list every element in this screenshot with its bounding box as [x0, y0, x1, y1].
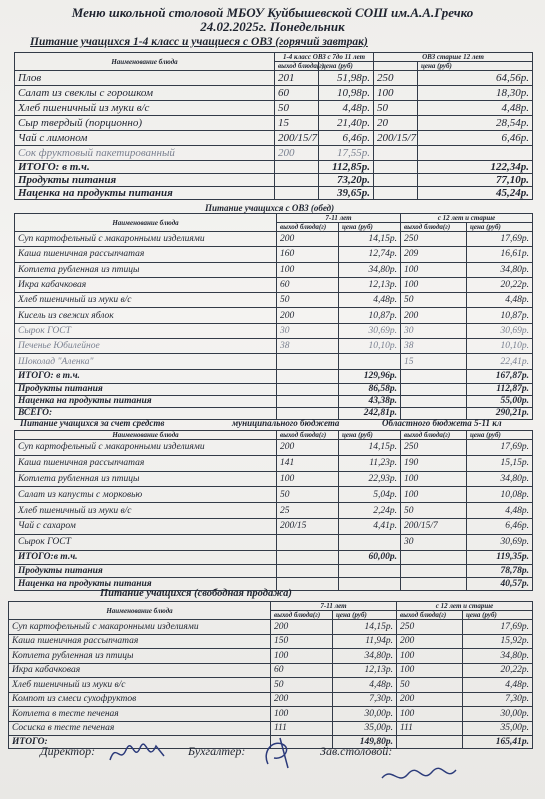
qty-a: 201 [275, 71, 319, 86]
qty-b: 209 [401, 247, 467, 262]
price-b: 17,69р. [463, 620, 533, 635]
qty-a: 160 [277, 247, 339, 262]
qty-b: 200 [401, 308, 467, 323]
accountant-signature [258, 734, 308, 770]
qty-a: 200 [277, 308, 339, 323]
qty-a: 60 [275, 86, 319, 101]
section4-table [8, 601, 533, 749]
subheader-qty-a: выход блюда(г) [277, 431, 339, 440]
total-label: ИТОГО:в т.ч. [15, 550, 277, 564]
price-b: 7,30р. [463, 692, 533, 707]
price-b: 17,69р. [467, 232, 533, 247]
qty-a: 100 [277, 471, 339, 487]
qty-a: 50 [277, 293, 339, 308]
director-signature [108, 738, 168, 768]
price-a: 35,00р. [333, 721, 397, 736]
table-row [15, 232, 533, 247]
price-b: 10,10р. [467, 339, 533, 354]
table-row [15, 440, 533, 456]
price-a: 4,48р. [333, 678, 397, 693]
price-a: 5,04р. [339, 487, 401, 503]
dish-name: Плов [15, 71, 275, 86]
table-row [15, 354, 533, 369]
price-b: 20,22р. [467, 277, 533, 292]
column-header-dish: Наименование блюда [15, 214, 277, 232]
price-b: 4,48р. [463, 678, 533, 693]
price-a: 14,15р. [333, 620, 397, 635]
table-row [15, 262, 533, 277]
price-a: 34,80р. [333, 649, 397, 664]
column-header-group-b: с 12 лет и старше [401, 214, 533, 223]
subheader-price-a: цена (руб) [339, 223, 401, 232]
subheader-price-a: цена (руб) [319, 62, 374, 71]
qty-b: 250 [374, 71, 418, 86]
price-b: 22,41р. [467, 354, 533, 369]
qty-b: 100 [401, 487, 467, 503]
products-b: 78,78р. [467, 564, 533, 577]
markup-label: Наценка на продукты питания [15, 395, 277, 407]
document-title: Меню школьной столовой МБОУ Куйбышевской СОШ им.А.А.Гречко [71, 5, 474, 20]
qty-a: 141 [277, 455, 339, 471]
grand-total-b: 290,21р. [467, 407, 533, 419]
table-row [15, 534, 533, 550]
price-a: 10,98р. [319, 86, 374, 101]
table-row [9, 707, 533, 722]
section3-heading-regional: Областного бюджета 5-11 кл [382, 418, 502, 428]
dish-name: Каша пшеничная рассыпчатая [15, 455, 277, 471]
price-a: 12,13р. [339, 277, 401, 292]
qty-a: 30 [277, 323, 339, 338]
column-header-group-a: 7-11 лет [271, 602, 397, 611]
column-header-dish: Наименование блюда [15, 53, 275, 71]
qty-a: 50 [275, 101, 319, 116]
qty-a: 200/15/7 [275, 131, 319, 146]
qty-b: 200 [397, 634, 463, 649]
qty-b: 100 [397, 707, 463, 722]
qty-b: 30 [401, 534, 467, 550]
column-header-dish: Наименование блюда [9, 602, 271, 620]
dish-name: Чай с сахаром [15, 518, 277, 534]
dish-name: Сок фруктовый пакетированный [15, 146, 275, 161]
section3-table [14, 430, 533, 591]
dish-name: Кисель из свежих яблок [15, 308, 277, 323]
qty-a: 200 [275, 146, 319, 161]
qty-a: 25 [277, 503, 339, 519]
price-b: 15,15р. [467, 455, 533, 471]
price-b: 34,80р. [463, 649, 533, 664]
price-b [418, 146, 533, 161]
qty-a: 50 [271, 678, 333, 693]
total-b: 165,41р. [463, 736, 533, 749]
qty-a: 60 [271, 663, 333, 678]
table-row [15, 71, 533, 86]
dish-name: Сырок ГОСТ [15, 534, 277, 550]
table-row [9, 663, 533, 678]
products-b: 77,10р. [418, 174, 533, 187]
dish-name: Хлеб пшеничный из муки в/с [9, 678, 271, 693]
price-b: 28,54р. [418, 116, 533, 131]
qty-a: 150 [271, 634, 333, 649]
dish-name: Шоколад "Аленка" [15, 354, 277, 369]
column-header-group-b: с 12 лет и старше [397, 602, 533, 611]
total-label: ИТОГО: в т.ч. [15, 369, 277, 383]
qty-b: 15 [401, 354, 467, 369]
price-b: 30,69р. [467, 534, 533, 550]
qty-b: 50 [374, 101, 418, 116]
section2-heading: Питание учащихся с ОВЗ (обед) [205, 203, 335, 213]
price-a: 12,13р. [333, 663, 397, 678]
table-header-row [15, 214, 533, 223]
qty-b: 50 [401, 503, 467, 519]
dish-name: Икра кабачковая [15, 277, 277, 292]
dish-name: Печенье Юбилейное [15, 339, 277, 354]
markup-b: 40,57р. [467, 577, 533, 590]
table-row [15, 277, 533, 292]
price-a: 4,41р. [339, 518, 401, 534]
products-b: 112,87р. [467, 383, 533, 395]
table-row [15, 101, 533, 116]
qty-a: 200 [271, 620, 333, 635]
products-a [339, 564, 401, 577]
price-b: 10,87р. [467, 308, 533, 323]
qty-a: 200/15 [277, 518, 339, 534]
dish-name: Хлеб пшеничный из муки в/с [15, 503, 277, 519]
qty-b: 200/15/7 [374, 131, 418, 146]
price-a: 21,40р. [319, 116, 374, 131]
qty-b: 30 [401, 323, 467, 338]
subheader-price-b: цена (руб) [463, 611, 533, 620]
price-b: 6,46р. [418, 131, 533, 146]
qty-b: 100 [397, 649, 463, 664]
qty-a [277, 534, 339, 550]
dish-name: Салат из свеклы с горошком [15, 86, 275, 101]
subheader-qty-b: выход блюда(г) [401, 431, 467, 440]
markup-a: 43,38р. [339, 395, 401, 407]
price-b: 18,30р. [418, 86, 533, 101]
qty-a: 100 [277, 262, 339, 277]
dish-name: Котлета рубленная из птицы [15, 471, 277, 487]
table-row [15, 146, 533, 161]
table-row [15, 293, 533, 308]
dish-name: Сырок ГОСТ [15, 323, 277, 338]
price-a: 11,23р. [339, 455, 401, 471]
dish-name: Хлеб пшеничный из муки в/с [15, 101, 275, 116]
column-header-dish: Наименование блюда [15, 431, 277, 440]
subheader-price-b: цена (руб) [467, 431, 533, 440]
grand-total-label: ВСЕГО: [15, 407, 277, 419]
table-row [15, 247, 533, 262]
qty-a: 15 [275, 116, 319, 131]
subheader-price-b: цена (руб) [418, 62, 533, 71]
products-row [15, 174, 533, 187]
table-row [15, 518, 533, 534]
qty-a [277, 354, 339, 369]
qty-a: 200 [277, 440, 339, 456]
total-a: 112,85р. [319, 161, 374, 174]
price-b: 15,92р. [463, 634, 533, 649]
price-b: 4,48р. [467, 503, 533, 519]
qty-a: 60 [277, 277, 339, 292]
dish-name: Суп картофельный с макаронными изделиями [15, 232, 277, 247]
price-b: 20,22р. [463, 663, 533, 678]
table-header-row [15, 53, 533, 62]
total-a: 129,96р. [339, 369, 401, 383]
price-a: 51,98р. [319, 71, 374, 86]
total-b: 119,35р. [467, 550, 533, 564]
markup-label: Наценка на продукты питания [15, 187, 275, 200]
qty-b: 190 [401, 455, 467, 471]
qty-b: 50 [401, 293, 467, 308]
qty-b [374, 146, 418, 161]
dish-name: Компот из смеси сухофруктов [9, 692, 271, 707]
price-b: 30,00р. [463, 707, 533, 722]
qty-b: 100 [401, 277, 467, 292]
dish-name: Каша пшеничная рассыпчатая [15, 247, 277, 262]
price-a: 17,55р. [319, 146, 374, 161]
total-a: 149,80р. [333, 736, 397, 749]
markup-a [339, 577, 401, 590]
price-a [339, 354, 401, 369]
qty-b: 200/15/7 [401, 518, 467, 534]
qty-b: 250 [397, 620, 463, 635]
subheader-qty-a: выход блюда(г) [277, 223, 339, 232]
price-a: 12,74р. [339, 247, 401, 262]
products-a: 86,58р. [339, 383, 401, 395]
table-row [15, 455, 533, 471]
price-a: 10,10р. [339, 339, 401, 354]
markup-row [15, 187, 533, 200]
qty-a: 38 [277, 339, 339, 354]
total-row [15, 550, 533, 564]
price-b: 30,69р. [467, 323, 533, 338]
subheader-price-a: цена (руб) [333, 611, 397, 620]
section2-table [14, 213, 533, 420]
qty-b: 111 [397, 721, 463, 736]
markup-b: 45,24р. [418, 187, 533, 200]
table-row [15, 86, 533, 101]
price-b: 4,48р. [467, 293, 533, 308]
total-label: ИТОГО: [9, 736, 271, 749]
table-row [15, 323, 533, 338]
price-a: 30,69р. [339, 323, 401, 338]
qty-b: 100 [374, 86, 418, 101]
qty-b: 50 [397, 678, 463, 693]
products-row [15, 564, 533, 577]
products-label: Продукты питания [15, 564, 277, 577]
table-row [9, 678, 533, 693]
table-subheader-row [15, 431, 533, 440]
dish-name: Каша пшеничная рассыпчатая [9, 634, 271, 649]
subheader-qty-b: выход блюда(г) [397, 611, 463, 620]
markup-b: 55,00р. [467, 395, 533, 407]
dish-name: Салат из капусты с морковью [15, 487, 277, 503]
table-header-row [9, 602, 533, 611]
price-a: 14,15р. [339, 440, 401, 456]
markup-row [15, 395, 533, 407]
price-a: 10,87р. [339, 308, 401, 323]
dish-name: Сыр твердый (порционно) [15, 116, 275, 131]
price-a: 7,30р. [333, 692, 397, 707]
dish-name: Суп картофельный с макаронными изделиями [9, 620, 271, 635]
qty-b: 100 [401, 262, 467, 277]
dish-name: Котлета в тесте печеная [9, 707, 271, 722]
canteen-manager-label: Зав.столовой: [320, 744, 393, 758]
price-a: 4,48р. [339, 293, 401, 308]
markup-label: Наценка на продукты питания [15, 577, 277, 590]
qty-b: 100 [401, 471, 467, 487]
qty-a: 100 [271, 707, 333, 722]
price-a: 34,80р. [339, 262, 401, 277]
products-a: 73,20р. [319, 174, 374, 187]
table-row [15, 131, 533, 146]
column-header-group-b: ОВЗ старше 12 лет [374, 53, 533, 62]
price-b: 16,61р. [467, 247, 533, 262]
qty-a: 100 [271, 649, 333, 664]
section1-heading: Питание учащихся 1-4 класс и учащиеся с ОВЗ (горячий завтрак) [30, 36, 368, 48]
dish-name: Суп картофельный с макаронными изделиями [15, 440, 277, 456]
qty-a: 111 [271, 721, 333, 736]
price-b: 4,48р. [418, 101, 533, 116]
price-a: 6,46р. [319, 131, 374, 146]
price-a: 22,93р. [339, 471, 401, 487]
table-row [15, 116, 533, 131]
price-b: 10,08р. [467, 487, 533, 503]
subheader-qty-b [374, 62, 418, 71]
price-b: 6,46р. [467, 518, 533, 534]
price-a: 2,24р. [339, 503, 401, 519]
table-row [15, 487, 533, 503]
price-a: 30,00р. [333, 707, 397, 722]
canteen-signature [380, 764, 460, 788]
table-row [15, 503, 533, 519]
section4-heading: Питание учащихся (свободная продажа) [100, 588, 292, 599]
total-b: 167,87р. [467, 369, 533, 383]
table-row [15, 339, 533, 354]
table-row [9, 692, 533, 707]
price-a: 4,48р. [319, 101, 374, 116]
qty-b: 20 [374, 116, 418, 131]
table-row [9, 620, 533, 635]
markup-a: 39,65р. [319, 187, 374, 200]
price-b: 34,80р. [467, 471, 533, 487]
table-row [15, 471, 533, 487]
total-b: 122,34р. [418, 161, 533, 174]
qty-b: 38 [401, 339, 467, 354]
price-a [339, 534, 401, 550]
products-row [15, 383, 533, 395]
price-b: 17,69р. [467, 440, 533, 456]
price-a: 14,15р. [339, 232, 401, 247]
subheader-price-a: цена (руб) [339, 431, 401, 440]
total-a: 60,00р. [339, 550, 401, 564]
qty-b: 250 [401, 440, 467, 456]
subheader-price-b: цена (руб) [467, 223, 533, 232]
dish-name: Чай с лимоном [15, 131, 275, 146]
section3-heading-municipal: муниципального бюджета [232, 418, 340, 428]
section3-heading: Питание учащихся за счет средств [20, 418, 165, 428]
qty-a: 50 [277, 487, 339, 503]
grand-total-a: 242,81р. [339, 407, 401, 419]
dish-name: Сосиска в тесте печеная [9, 721, 271, 736]
subheader-qty-b: выход блюда(г) [401, 223, 467, 232]
column-header-group-a: 7-11 лет [277, 214, 401, 223]
subheader-qty-a: выход блюда(г) [271, 611, 333, 620]
document-date: 24.02.2025г. Понедельник [200, 19, 345, 34]
qty-b: 200 [397, 692, 463, 707]
subheader-qty-a: выход блюда(г) [275, 62, 319, 71]
table-row [9, 634, 533, 649]
dish-name: Икра кабачковая [9, 663, 271, 678]
price-b: 64,56р. [418, 71, 533, 86]
accountant-label: Бухгалтер: [188, 744, 246, 758]
price-a: 11,94р. [333, 634, 397, 649]
dish-name: Хлеб пшеничный из муки в/с [15, 293, 277, 308]
qty-a: 200 [277, 232, 339, 247]
qty-b: 250 [401, 232, 467, 247]
products-label: Продукты питания [15, 383, 277, 395]
price-b: 34,80р. [467, 262, 533, 277]
total-label: ИТОГО: в т.ч. [15, 161, 275, 174]
products-label: Продукты питания [15, 174, 275, 187]
qty-a: 200 [271, 692, 333, 707]
table-row [9, 649, 533, 664]
director-label: Директор: [40, 744, 96, 758]
price-b: 35,00р. [463, 721, 533, 736]
section1-table [14, 52, 533, 200]
qty-b: 100 [397, 663, 463, 678]
table-row [15, 308, 533, 323]
dish-name: Котлета рубленная из птицы [15, 262, 277, 277]
column-header-group-a: 1-4 класс ОВЗ с 7до 11 лет [275, 53, 374, 62]
total-row [15, 369, 533, 383]
total-row [15, 161, 533, 174]
dish-name: Котлета рубленная из птицы [9, 649, 271, 664]
